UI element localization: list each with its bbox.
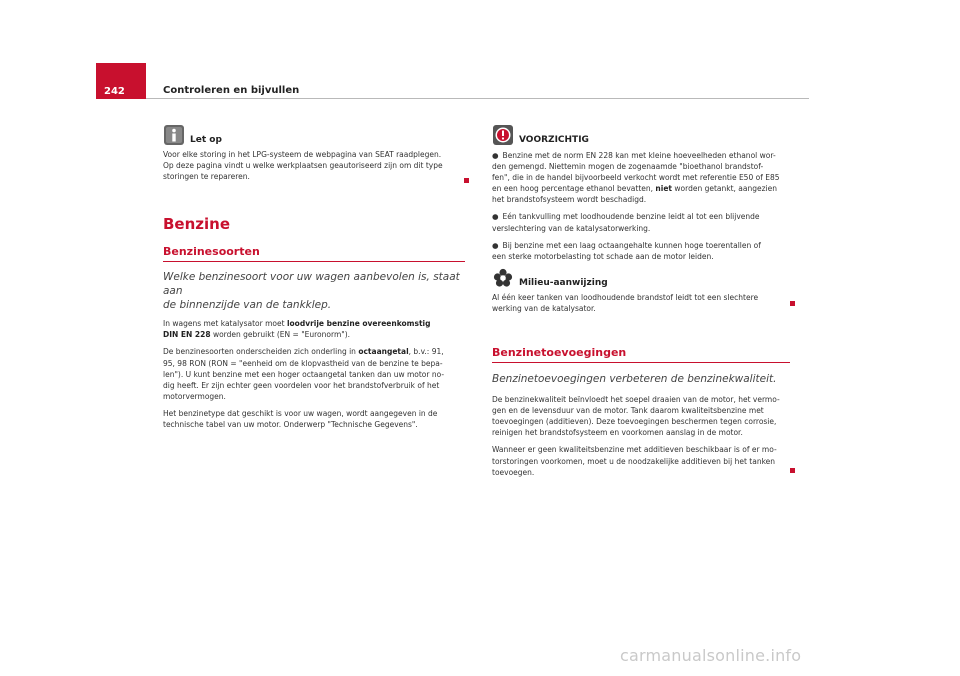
paragraph-technical-data: Het benzinetype dat geschikt is voor uw wagen, wordt aangegeven in de technische tabel van uw motor. Onderwerp "Technische Gegevens". xyxy=(163,408,438,430)
paragraph-unleaded: In wagens met katalysator moet loodvrije benzine overeenkomstig DIN EN 228 worden gebruikt (EN = "Euronorm"). xyxy=(163,319,431,340)
paragraph-octane: De benzinesoorten onderscheiden zich onderling in octaangetal, b.v.: 91, 95, 98 RON (RON = "eenheid om de klopvastheid van de benzine te bepa- len"). U kunt benzine met een hoger octaangetal tanken dan uw motor no- dig heeft. Er zijn echter geen voordelen voor het brandstofverbruik of het motorvermogen. xyxy=(163,347,445,401)
environment-icon xyxy=(492,267,514,289)
end-of-environment-marker xyxy=(790,301,795,306)
note-title: Let op xyxy=(190,135,222,145)
bullet-icon: ● xyxy=(492,212,499,222)
section-title: Benzine xyxy=(163,215,231,234)
subsection-title-benzinetoevoegingen: Benzinetoevoegingen xyxy=(492,346,627,360)
subsection-title-benzinesoorten: Benzinesoorten xyxy=(163,245,260,259)
lead-text: Welke benzinesoort voor uw wagen aanbevolen is, staat aan de binnenzijde van de tankklep. xyxy=(163,271,460,312)
environment-heading xyxy=(492,267,790,289)
environment-text: Al één keer tanken van loodhoudende brandstof leidt tot een slechtere werking van de katalysator. xyxy=(492,292,759,313)
bullet-icon: ● xyxy=(492,240,499,250)
end-of-note-marker xyxy=(464,178,469,183)
note-text: Voor elke storing in het LPG-systeem de webpagina van SEAT raadplegen. Op deze pagina vindt u welke werkplaatsen geautoriseerd zijn om dit type storingen te repareren. xyxy=(163,150,443,182)
subsection-rule xyxy=(163,261,465,262)
page-number: 242 xyxy=(104,86,125,97)
note-heading xyxy=(163,124,465,146)
caution-bullet-ethanol: ● Benzine met de norm EN 228 kan met kleine hoeveelheden ethanol wor- den gemengd. Niettemin mogen de zogenaamde "bioethanol brandstof- fen", die in de handel bijvoorbeeld verkocht wordt met referentie E50 of E85 en een hoog percentage ethanol bevatten, niet worden getankt, aangezien het brandstofsysteem wordt beschadigd. xyxy=(492,151,780,205)
end-of-section-marker xyxy=(790,468,795,473)
paragraph-additives: Wanneer er geen kwaliteitsbenzine met additieven beschikbaar is of er mo- torstoringen voorkomen, moet u de noodzakelijke additieven bij het tanken toevoegen. xyxy=(492,445,777,477)
right-column xyxy=(492,124,790,478)
lead-text-additives: Benzinetoevoegingen verbeteren de benzinekwaliteit. xyxy=(492,373,777,386)
warning-icon xyxy=(492,124,514,146)
info-icon xyxy=(163,124,185,146)
subsection-rule xyxy=(492,362,790,363)
left-column xyxy=(163,124,465,430)
bullet-icon: ● xyxy=(492,151,499,160)
caution-bullet-leaded: ● Eén tankvulling met loodhoudende benzine leidt al tot een blijvende verslechtering van de katalysatorwerking. xyxy=(492,212,760,233)
running-header: Controleren en bijvullen xyxy=(163,85,300,96)
caution-heading xyxy=(492,124,790,146)
paragraph-fuel-quality: De benzinekwaliteit beïnvloedt het soepel draaien van de motor, het vermo- gen en de levensduur van de motor. Tank daarom kwaliteitsbenzine met toevoegingen (additieven). Deze toevoegingen beschermen tegen corrosie, reinigen het brandstofsysteem en voorkomen aanslag in de motor. xyxy=(492,395,780,438)
environment-title: Milieu-aanwijzing xyxy=(519,277,608,288)
caution-bullet-octane: ● Bij benzine met een laag octaangehalte kunnen hoge toerentallen of een sterke motorbelasting tot schade aan de motor leiden. xyxy=(492,240,761,261)
header-rule xyxy=(146,98,809,99)
caution-title: VOORZICHTIG xyxy=(519,135,589,145)
watermark: carmanualsonline.info xyxy=(620,646,802,665)
